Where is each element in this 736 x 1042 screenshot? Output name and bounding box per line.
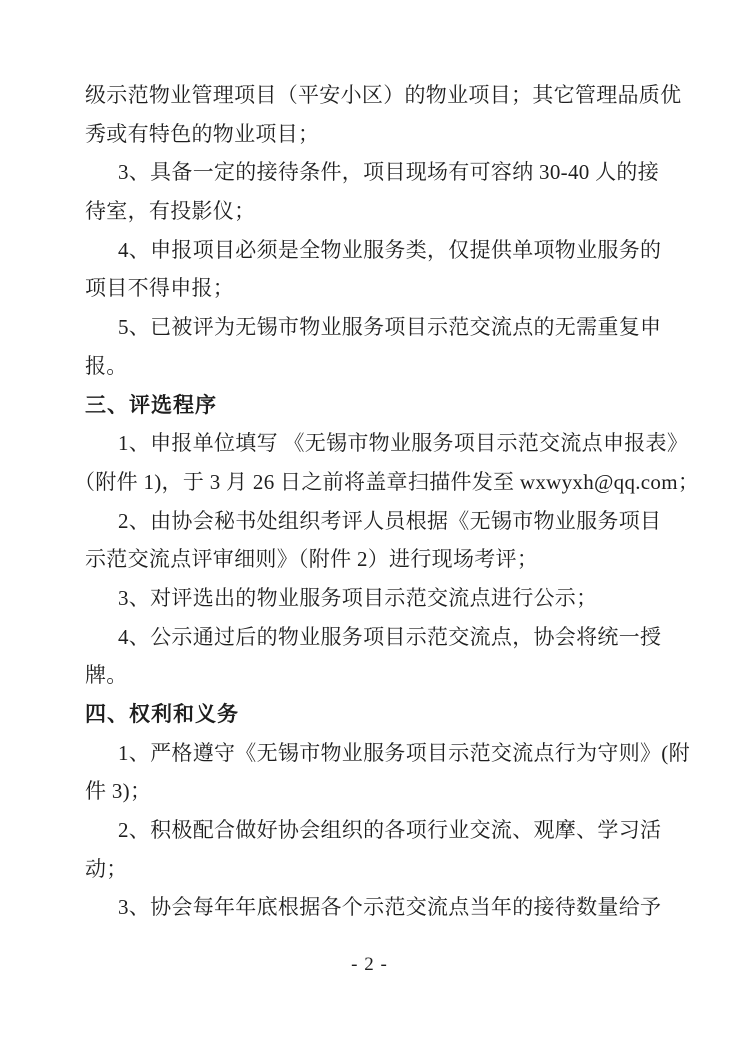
text-line: 牌。 <box>85 663 128 688</box>
text-line: 1、严格遵守《无锡市物业服务项目示范交流点行为守则》(附 <box>118 740 690 765</box>
text-line: 5、已被评为无锡市物业服务项目示范交流点的无需重复申 <box>118 315 662 340</box>
text-line: 1、申报单位填写 《无锡市物业服务项目示范交流点申报表》 <box>118 431 689 456</box>
text-line: 4、申报项目必须是全物业服务类，仅提供单项物业服务的 <box>118 237 662 262</box>
text-line: 秀或有特色的物业项目； <box>85 121 320 146</box>
page-number: - 2 - <box>351 954 388 976</box>
text-line: 示范交流点评审细则》（附件 2）进行现场考评； <box>85 547 539 572</box>
text-line: （附件 1)，于 3 月 26 日之前将盖章扫描件发至 wxwyxh@qq.com； <box>74 469 700 494</box>
text-line: 报。 <box>85 353 128 378</box>
section-heading-rights-and-obligations: 四、权利和义务 <box>85 702 239 726</box>
text-line: 待室，有投影仪； <box>85 199 256 224</box>
text-line: 动； <box>85 856 128 881</box>
text-line: 4、公示通过后的物业服务项目示范交流点，协会将统一授 <box>118 624 662 649</box>
text-line: 件 3)； <box>85 779 152 804</box>
text-line: 3、协会每年年底根据各个示范交流点当年的接待数量给予 <box>118 895 662 920</box>
text-line: 3、对评选出的物业服务项目示范交流点进行公示； <box>118 585 598 610</box>
text-line: 项目不得申报； <box>85 276 235 301</box>
text-line: 3、具备一定的接待条件，项目现场有可容纳 30-40 人的接 <box>118 160 659 185</box>
text-line: 级示范物业管理项目（平安小区）的物业项目；其它管理品质优 <box>85 83 682 107</box>
text-line: 2、由协会秘书处组织考评人员根据《无锡市物业服务项目 <box>118 508 662 533</box>
text-line: 2、积极配合做好协会组织的各项行业交流、观摩、学习活 <box>118 818 662 843</box>
section-heading-evaluation-procedure: 三、评选程序 <box>85 392 217 417</box>
